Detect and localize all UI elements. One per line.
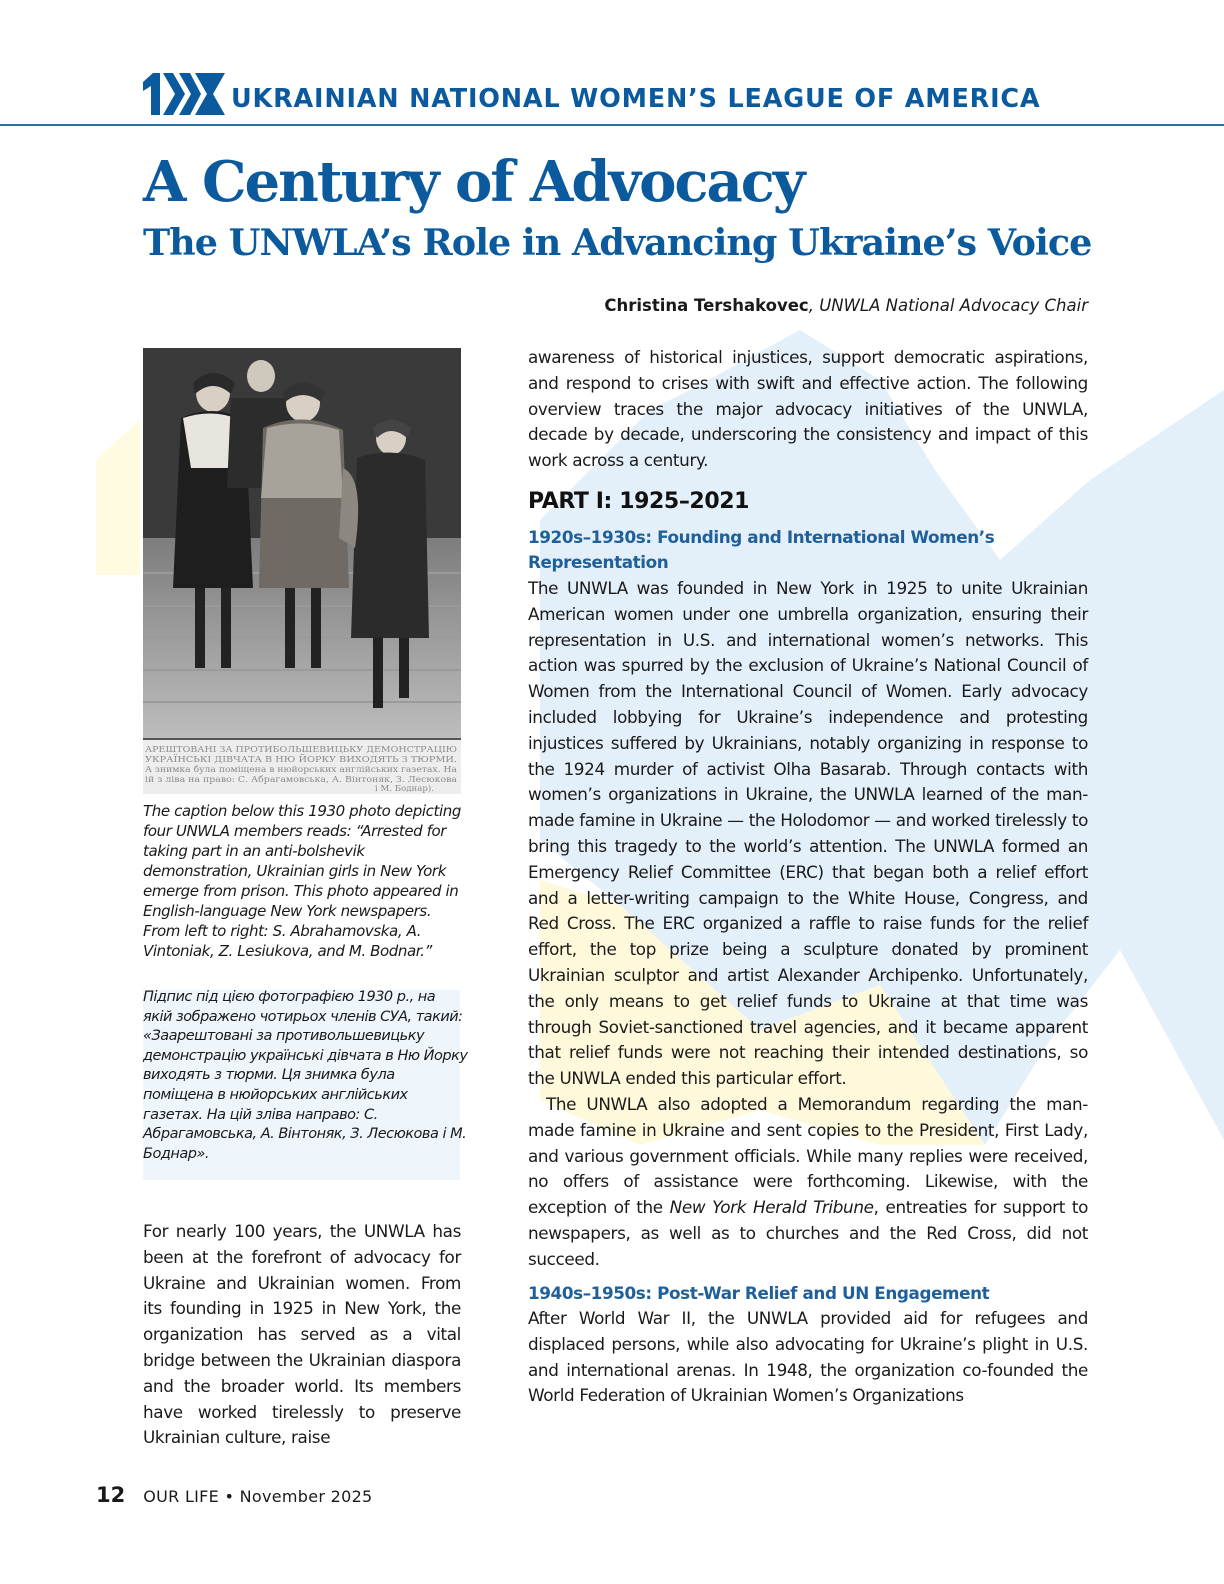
author-role: , UNWLA National Advocacy Chair [808,296,1088,315]
article-subtitle: The UNWLA’s Role in Advancing Ukraine’s Voice [143,221,1092,264]
printed-caption-line: УКРАЇНСЬКІ ДІВЧАТА В НЮ ЙОРКУ ВИХОДЯТЬ З ТЮРМИ. [145,755,421,765]
author-name: Christina Tershakovec [604,296,809,315]
masthead-divider [0,124,1224,126]
intro-paragraph-left: For nearly 100 years, the UNWLA has been at the forefront of advocacy for Ukraine and Ukrainian women. From its founding in 1925 in New York, the organization has served as a vital bridge between the Ukrainian diaspora and the broader world. Its members have worked tirelessly to preserve Ukrainian culture, raise [143,1221,461,1448]
organization-name: UKRAINIAN NATIONAL WOMEN’S LEAGUE OF AMERICA [231,84,1041,114]
printed-caption-line: і М. Боднар). [375,784,434,794]
section-1920s-paragraph-1: The UNWLA was founded in New York in 1925 to unite Ukrainian American women under one umbrella organization, ensuring their representation in U.S. and international women’s networks. This action was spurred by the exclusion of Ukraine’s National Council of Women from the International Council of Women. Early advocacy included lobbying for Ukraine’s independence and protesting injustices suffered by Ukrainians, notably organizing in response to the 1924 murder of activist Olha Basarab. Through contacts with women’s organizations in Ukraine, the UNWLA learned of the man-made famine in Ukraine — the Holodomor — and worked tirelessly to bring this tragedy to the world’s attention. The UNWLA formed an Emergency Relief Committee (ERC) that began both a relief effort and a letter-writing campaign to the White House, Congress, and Red Cross. The ERC organized a raffle to raise funds for the relief effort, the top prize being a sculpture donated by prominent Ukrainian sculptor and artist Alexander Archipenko. Unfortunately, the only means to get relief funds to Ukraine at that time was through Soviet-sanctioned travel agencies, and it became apparent that relief funds were not reaching their intended destinations, so the UNWLA ended this particular effort. [528,577,1088,1089]
historical-photo [143,348,461,794]
page-number: 12 [96,1483,126,1507]
photo-caption-english: The caption below this 1930 photo depicting four UNWLA members reads: “Arrested for taking part in an anti-bolshevik demonstration, Ukrainian girls in New York emerge from prison. This photo appeared in English-language New York newspapers. From left to right: S. Abrahamovska, A. Vintoniak, Z. Lesiukova, and M. Bodnar.” [143,802,461,960]
unwla-100-logo-icon [143,72,225,116]
section-heading-1920s: 1920s–1930s: Founding and International Women’s Representation [528,526,995,573]
svg-text:100: 100 [143,72,145,73]
page-footer [96,1483,373,1507]
section-heading-1940s: 1940s–1950s: Post-War Relief and UN Engagement [528,1282,990,1303]
printed-caption-line: ій з ліва на право: С. Абрагамовська, А. Вінтоняк, З. Лесюкова [145,775,431,785]
part-heading: PART I: 1925–2021 [528,488,750,514]
section-1940s-paragraph-1: After World War II, the UNWLA provided aid for refugees and displaced persons, while also advocating for Ukraine’s plight in U.S. and international arenas. In 1948, the organization co-founded the World Federation of Ukrainian Women’s Organizations [528,1308,1088,1406]
photo-caption-ukrainian: Підпис під цією фотографією 1930 р., на якій зображено чотирьох членів СУА, такий: «Заарештовані за противольшевицьку демонстрацію українські дівчата в Ню Йорку виходять з тюрми. Ця знимка була поміщена в нюйорських англійських газетах. На цій зліва направо: С. Абрагамовська, А. Вінтоняк, З. Лесюкова і М. Боднар». [143,989,468,1162]
article-title: A Century of Advocacy [143,149,804,215]
printed-caption-line: АРЕШТОВАНІ ЗА ПРОТИБОЛЬШЕВИЦЬКУ ДЕМОНСТРАЦІЮ [145,745,457,755]
intro-paragraph-right: awareness of historical injustices, support democratic aspirations, and respond to crises with swift and effective action. The following overview traces the major advocacy initiatives of the UNWLA, decade by decade, underscoring the consistency and impact of this work across a century. [528,347,1088,471]
masthead [143,72,1088,118]
printed-caption-line: А знимка була поміщена в нюйорських англійських газетах. На [145,765,436,775]
right-column [528,345,1088,1409]
bg-yellow-chevron [96,420,140,575]
newspaper-title: New York Herald Tribune [669,1197,874,1218]
section-1920s-paragraph-2: The UNWLA also adopted a Memorandum regarding the man-made famine in Ukraine and sent copies to the President, First Lady, and various government officials. While many replies were received, no offers of assistance were forthcoming. Likewise, with the exception of the New York Herald Tribune, entreaties for support to newspapers, as well as to churches and the Red Cross, did not succeed. [528,1093,1089,1269]
byline [604,296,1088,315]
publication-info: OUR LIFE • November 2025 [143,1487,373,1506]
